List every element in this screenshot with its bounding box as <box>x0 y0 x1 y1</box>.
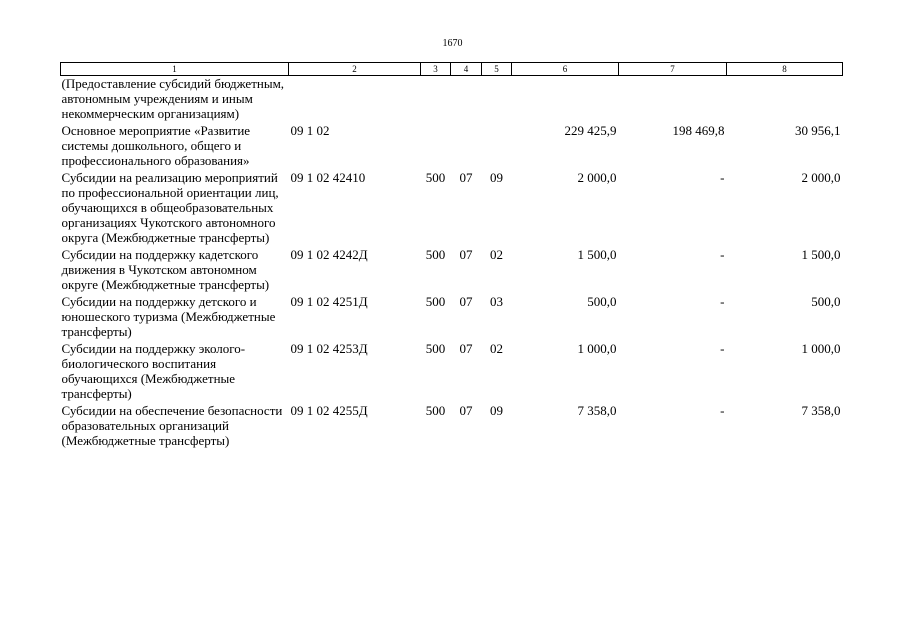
row-col3: 500 <box>425 170 446 185</box>
table-row <box>61 341 843 403</box>
row-col5: 09 <box>490 403 503 418</box>
row-name: Основное мероприятие «Развитие системы дошкольного, общего и профессионального образования» <box>61 123 251 168</box>
column-header: 3 <box>421 63 451 76</box>
row-col8: 7 358,0 <box>801 403 841 418</box>
row-col7: - <box>720 170 725 185</box>
row-name: Субсидии на поддержку эколого-биологического воспитания обучающихся (Межбюджетные трансферты) <box>61 341 246 401</box>
table-row <box>61 403 843 450</box>
row-col8: 500,0 <box>811 294 841 309</box>
row-col3: 500 <box>425 247 446 262</box>
column-header: 6 <box>512 63 619 76</box>
table-row <box>61 247 843 294</box>
row-col8: 2 000,0 <box>801 170 841 185</box>
row-col6: 2 000,0 <box>577 170 617 185</box>
row-col3 <box>421 123 451 170</box>
row-name: Субсидии на поддержку детского и юношеского туризма (Межбюджетные трансферты) <box>61 294 276 339</box>
row-col7: - <box>720 341 725 356</box>
row-col5: 09 <box>490 170 503 185</box>
row-col6: 1 500,0 <box>577 247 617 262</box>
table-row <box>61 123 843 170</box>
table-row <box>61 76 843 124</box>
row-col8: 1 000,0 <box>801 341 841 356</box>
row-code: 09 1 02 4251Д <box>290 294 368 309</box>
row-code: 09 1 02 42410 <box>290 170 366 185</box>
table-row <box>61 170 843 247</box>
row-col3: 500 <box>425 294 446 309</box>
row-col6: 229 425,9 <box>564 123 617 138</box>
row-col3: 500 <box>425 341 446 356</box>
row-col8: 30 956,1 <box>795 123 841 138</box>
row-col8: 1 500,0 <box>801 247 841 262</box>
table-row <box>61 294 843 341</box>
page-number: 1670 <box>442 38 463 49</box>
row-col6: 1 000,0 <box>577 341 617 356</box>
row-col4: 07 <box>459 341 473 356</box>
row-col6 <box>512 76 619 124</box>
row-col5 <box>482 76 512 124</box>
row-col8 <box>727 76 843 124</box>
row-col5: 03 <box>490 294 503 309</box>
row-code: 09 1 02 <box>290 123 330 138</box>
row-code: 09 1 02 4242Д <box>290 247 368 262</box>
row-col7: - <box>720 247 725 262</box>
budget-table <box>60 62 843 450</box>
row-name: (Предоставление субсидий бюджетным, автономным учреждениям и иным некоммерческим организациям) <box>61 76 285 121</box>
row-code: 09 1 02 4255Д <box>290 403 368 418</box>
table-body <box>61 76 843 451</box>
row-col4 <box>451 76 482 124</box>
row-col7 <box>619 76 727 124</box>
row-col6: 7 358,0 <box>577 403 617 418</box>
row-name: Субсидии на обеспечение безопасности образовательных организаций (Межбюджетные трансферты) <box>61 403 283 448</box>
row-col4: 07 <box>459 403 473 418</box>
row-col3 <box>421 76 451 124</box>
header-row <box>61 63 843 76</box>
row-col3: 500 <box>425 403 446 418</box>
row-col4: 07 <box>459 170 473 185</box>
row-code: 09 1 02 4253Д <box>290 341 368 356</box>
row-col5 <box>482 123 512 170</box>
row-col5: 02 <box>490 247 503 262</box>
row-code <box>289 76 421 124</box>
table-header <box>61 63 843 76</box>
row-col4 <box>451 123 482 170</box>
row-col4: 07 <box>459 247 473 262</box>
column-header: 5 <box>482 63 512 76</box>
row-name: Субсидии на поддержку кадетского движения в Чукотском автономном округе (Межбюджетные трансферты) <box>61 247 270 292</box>
column-header: 4 <box>451 63 482 76</box>
row-col7: - <box>720 294 725 309</box>
row-col6: 500,0 <box>587 294 617 309</box>
row-col4: 07 <box>459 294 473 309</box>
row-col7: - <box>720 403 725 418</box>
column-header: 2 <box>289 63 421 76</box>
row-col5: 02 <box>490 341 503 356</box>
column-header: 7 <box>619 63 727 76</box>
row-name: Субсидии на реализацию мероприятий по профессиональной ориентации лиц, обучающихся в общеобразовательных организациях Чукотского автономного округа (Межбюджетные трансферты) <box>61 170 279 245</box>
column-header: 8 <box>727 63 843 76</box>
column-header: 1 <box>61 63 289 76</box>
row-col7: 198 469,8 <box>672 123 725 138</box>
